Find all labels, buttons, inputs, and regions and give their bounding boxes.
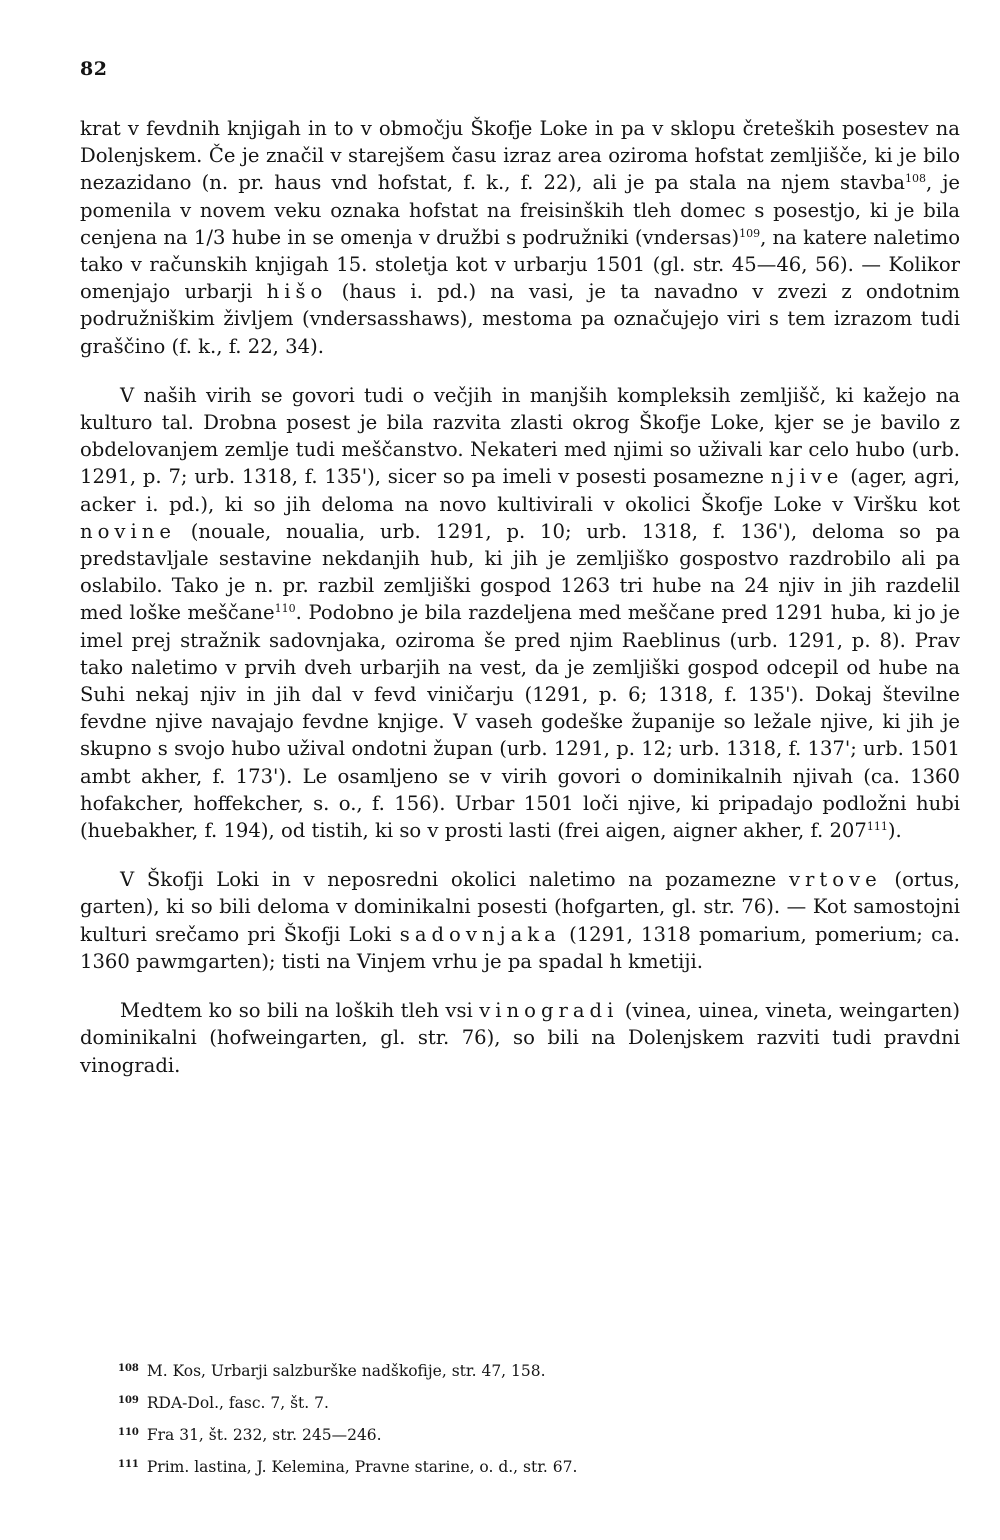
spaced-emphasis: sadovnjaka — [399, 922, 561, 946]
text-run: V naših virih se govori tudi o večjih in manjših kompleksih zemljišč, ki kažejo na kulturo tal. Drobna posest je bila razvita zlasti okrog Škofje Loke, kjer se je bavilo z obdelovanjem zemlje tudi meščanstvo. Nekateri med njimi so uživali kar celo hubo (urb. 1291, p. 7; urb. 1318, f. 135'), sicer so pa imeli v posesti posamezne — [80, 383, 960, 489]
text-run: V Škofji Loki in v neposredni okolici naletimo na pozamezne — [120, 868, 789, 892]
text-run: , je pomenila v novem veku oznaka hofstat na freisinških tleh domec s posestjo, ki je bila cenjena na 1/3 hube in se omenja v družbi s podružniki (vndersas) — [80, 171, 960, 249]
footnote-text: RDA-Dol., fasc. 7, št. 7. — [146, 1394, 329, 1412]
text-run: (nouale, noualia, urb. 1291, p. 10; urb. 1318, f. 136'), deloma so pa predstavljale sestavine nekdanjih hub, ki jih je zemljiško gospostvo razdrobilo ali pa oslabilo. Tako je n. pr. razbil zemljiški gospod 1263 tri hube na 24 njiv in jih razdelil med loške meščane — [80, 519, 960, 625]
text-run: (ager, agri, acker i. pd.), ki so jih deloma na novo kultivirali v okolici Škofje Loke v Viršku kot — [80, 465, 960, 516]
footnote-text: M. Kos, Urbarji salzburške nadškofije, str. 47, 158. — [146, 1362, 546, 1380]
paragraph — [80, 997, 960, 1079]
spaced-emphasis: njive — [770, 465, 844, 489]
spaced-emphasis: novine — [80, 519, 176, 543]
text-run: ). — [887, 819, 902, 843]
text-run: (vinea, uinea, vineta, weingarten) dominikalni (hofweingarten, gl. str. 76), so bili na Dolenjskem razviti tudi pravdni vinogradi. — [80, 999, 960, 1077]
paragraph — [80, 382, 960, 844]
footnote-number: 109 — [118, 1395, 139, 1406]
footnote — [118, 1450, 818, 1482]
footnotes — [118, 1354, 818, 1482]
footnote-number: 110 — [118, 1427, 139, 1438]
page-number: 82 — [80, 58, 108, 80]
spaced-emphasis: vrtove — [788, 868, 882, 892]
body-text — [80, 115, 960, 1101]
spaced-emphasis: hišo — [266, 280, 328, 304]
footnote-text: Fra 31, št. 232, str. 245—246. — [146, 1426, 382, 1444]
footnote-number: 108 — [118, 1363, 139, 1374]
text-run: , na katere naletimo tako v računskih knjigah 15. stoletja kot v urbarju 1501 (gl. str. 45—46, 56). — Kolikor omenjajo urbarji — [80, 225, 960, 304]
text-run: (haus i. pd.) na vasi, je ta navadno v zvezi z ondotnim podružniškim življem (vndersasshaws), mestoma pa označujejo viri s tem izrazom tudi graščino (f. k., f. 22, 34). — [80, 280, 960, 358]
footnote — [118, 1418, 818, 1450]
footnote-text: Prim. lastina, J. Kelemina, Pravne starine, o. d., str. 67. — [146, 1458, 578, 1476]
paragraph — [80, 115, 960, 360]
footnote-ref: 110 — [274, 602, 296, 616]
text-run: (ortus, garten), ki so bili deloma v dominikalni posesti (hofgarten, gl. str. 76). — Kot samostojni kulturi srečamo pri Škofji Loki — [80, 868, 961, 946]
text-run: Medtem ko so bili na loških tleh vsi — [120, 999, 480, 1023]
text-run: krat v fevdnih knjigah in to v območju Škofje Loke in pa v sklopu čreteških posestev na Dolenjskem. Če je značil v starejšem času izraz area oziroma hofstat zemljišče, ki je bilo nezazidano (n. pr. haus vnd hofstat, f. k., f. 22), ali je pa stala na njem stavba — [80, 117, 960, 195]
footnote-number: 111 — [118, 1459, 139, 1470]
footnote-ref: 111 — [866, 820, 888, 834]
footnote-ref: 108 — [904, 172, 926, 186]
spaced-emphasis: vinogradi — [479, 999, 619, 1023]
paragraph — [80, 866, 960, 975]
footnote — [118, 1386, 818, 1418]
footnote-ref: 109 — [739, 226, 761, 240]
text-run: (1291, 1318 pomarium, pomerium; ca. 1360 pawmgarten); tisti na Vinjem vrhu je pa spadal h kmetiji. — [80, 922, 960, 973]
text-run: . Podobno je bila razdeljena med meščane pred 1291 huba, ki jo je imel prej stražnik sadovnjaka, oziroma še pred njim Raeblinus (urb. 1291, p. 8). Prav tako naletimo v prvih dveh urbarjih na vest, da je zemljiški gospod odcepil od hube na Suhi nekaj njiv in jih dal v fevd viničarju (1291, p. 6; 1318, f. 135'). Dokaj številne fevdne njive navajajo fevdne knjige. V vaseh godeške županije so ležale njive, ki jih je skupno s svojo hubo užival ondotni župan (urb. 1291, p. 12; urb. 1318, f. 137'; urb. 1501 ambt akher, f. 173'). Le osamljeno se v virih govori o dominikalnih njivah (ca. 1360 hofakcher, hoffekcher, s. o., f. 156). Urbar 1501 loči njive, ki pripadajo podložni hubi (huebakher, f. 194), od tistih, ki so v prosti lasti (frei aigen, aigner akher, f. 207 — [80, 601, 960, 843]
footnote — [118, 1354, 818, 1386]
